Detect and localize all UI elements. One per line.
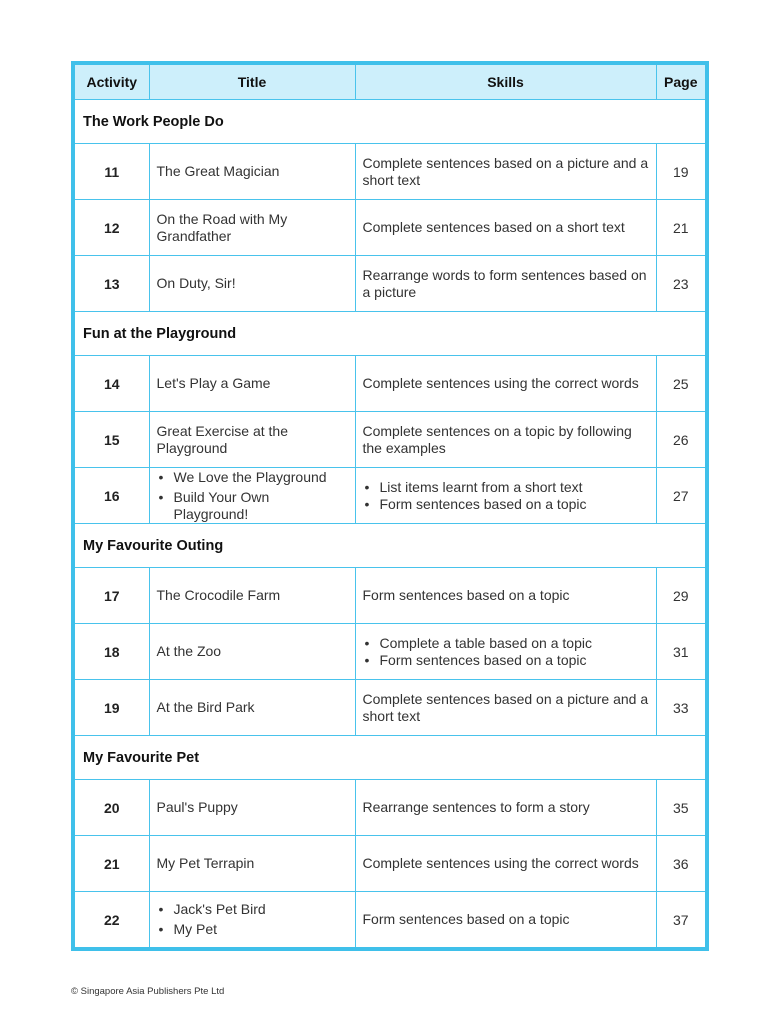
page-number: 21 (656, 200, 707, 256)
activity-number: 12 (73, 200, 149, 256)
section-heading: The Work People Do (73, 100, 707, 144)
table-row (73, 412, 707, 468)
page-number: 19 (656, 144, 707, 200)
table-row (73, 356, 707, 412)
title-list-item: • My Pet (157, 921, 348, 938)
activity-title: On the Road with My Grandfather (149, 200, 355, 256)
activity-title: Let's Play a Game (149, 356, 355, 412)
table-row (73, 892, 707, 950)
activity-number: 16 (73, 468, 149, 524)
activity-skills: Complete sentences based on a picture and a short text (355, 680, 656, 736)
activity-title-list (149, 468, 355, 524)
header-skills: Skills (355, 63, 656, 100)
activity-skills: Form sentences based on a topic (355, 892, 656, 950)
table-row (73, 144, 707, 200)
activity-skills-list (355, 468, 656, 524)
header-title: Title (149, 63, 355, 100)
header-row (73, 63, 707, 100)
contents-table (71, 61, 709, 951)
activity-skills: Complete sentences based on a picture and a short text (355, 144, 656, 200)
section-row (73, 100, 707, 144)
activity-title: At the Bird Park (149, 680, 355, 736)
page-number: 26 (656, 412, 707, 468)
activity-skills-list (355, 624, 656, 680)
page-number: 35 (656, 780, 707, 836)
activity-number: 21 (73, 836, 149, 892)
title-list-item: • Jack's Pet Bird (157, 901, 348, 918)
table-row (73, 200, 707, 256)
activity-skills: Complete sentences on a topic by following the examples (355, 412, 656, 468)
page-number: 37 (656, 892, 707, 950)
table-row (73, 836, 707, 892)
header-page: Page (656, 63, 707, 100)
section-row (73, 736, 707, 780)
activity-number: 14 (73, 356, 149, 412)
activity-skills: Complete sentences based on a short text (355, 200, 656, 256)
page-number: 33 (656, 680, 707, 736)
activity-skills: Complete sentences using the correct words (355, 356, 656, 412)
table-row (73, 624, 707, 680)
page-number: 29 (656, 568, 707, 624)
skills-list-item: • List items learnt from a short text (363, 479, 649, 496)
table-row (73, 680, 707, 736)
copyright-footer: © Singapore Asia Publishers Pte Ltd (71, 986, 225, 997)
skills-list-item: • Complete a table based on a topic (363, 635, 649, 652)
activity-title: My Pet Terrapin (149, 836, 355, 892)
activity-skills: Rearrange sentences to form a story (355, 780, 656, 836)
section-row (73, 312, 707, 356)
activity-title-list (149, 892, 355, 950)
table-row (73, 568, 707, 624)
activity-number: 17 (73, 568, 149, 624)
activity-title: Great Exercise at the Playground (149, 412, 355, 468)
activity-skills: Rearrange words to form sentences based on a picture (355, 256, 656, 312)
activity-title: At the Zoo (149, 624, 355, 680)
activity-number: 19 (73, 680, 149, 736)
skills-list-item: • Form sentences based on a topic (363, 652, 649, 669)
skills-list-item: • Form sentences based on a topic (363, 496, 649, 513)
section-heading: My Favourite Outing (73, 524, 707, 568)
activity-skills: Form sentences based on a topic (355, 568, 656, 624)
section-heading: My Favourite Pet (73, 736, 707, 780)
page-number: 27 (656, 468, 707, 524)
table-row (73, 256, 707, 312)
title-list-item: • Build Your Own Playground! (157, 489, 348, 523)
section-row (73, 524, 707, 568)
activity-number: 11 (73, 144, 149, 200)
activity-title: Paul's Puppy (149, 780, 355, 836)
activity-skills: Complete sentences using the correct words (355, 836, 656, 892)
page-number: 36 (656, 836, 707, 892)
page-number: 31 (656, 624, 707, 680)
activity-number: 13 (73, 256, 149, 312)
activity-title: The Crocodile Farm (149, 568, 355, 624)
activity-title: The Great Magician (149, 144, 355, 200)
activity-number: 18 (73, 624, 149, 680)
title-list-item: • We Love the Playground (157, 469, 348, 486)
activity-number: 15 (73, 412, 149, 468)
table-row (73, 468, 707, 524)
activity-number: 22 (73, 892, 149, 950)
section-heading: Fun at the Playground (73, 312, 707, 356)
header-activity: Activity (73, 63, 149, 100)
activity-number: 20 (73, 780, 149, 836)
table-row (73, 780, 707, 836)
activity-title: On Duty, Sir! (149, 256, 355, 312)
page-number: 25 (656, 356, 707, 412)
page-number: 23 (656, 256, 707, 312)
